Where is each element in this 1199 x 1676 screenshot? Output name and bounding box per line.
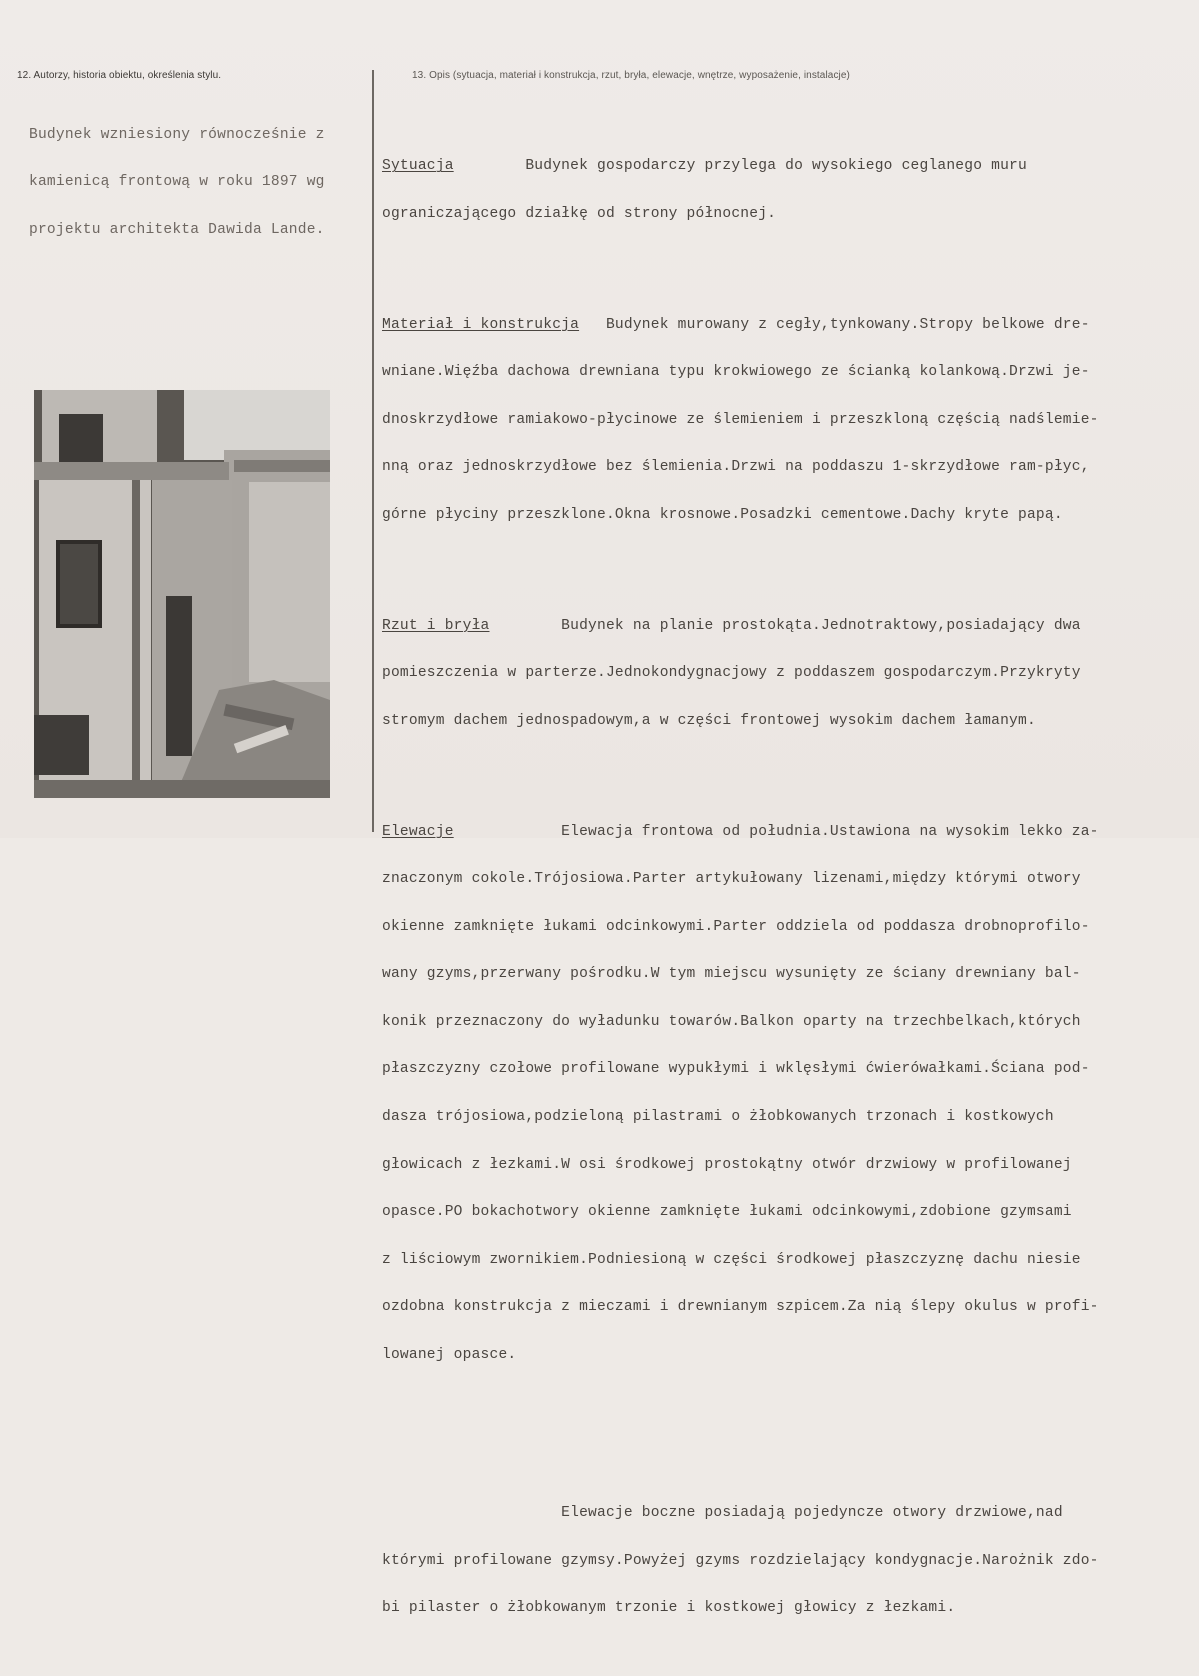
section-first-line: Elewacje boczne posiadają pojedyncze otwory drzwiowe,nad (561, 1505, 1063, 1522)
description-text (382, 96, 1099, 1676)
text-line: stromym dachem jednospadowym,a w części frontowej wysokim dachem łamanym. (382, 712, 1036, 729)
section-elewacje (382, 793, 1099, 1395)
section-first-line: Sytuacja Budynek gospodarczy przylega do wysokiego ceglanego muru (382, 158, 1027, 175)
blank-line (382, 1427, 1099, 1443)
history-line: Budynek wzniesiony równocześnie z (29, 126, 325, 143)
text-line: wany gzyms,przerwany pośrodku.W tym miejscu wysunięty ze ściany drewniany bal- (382, 966, 1081, 983)
text-line: lowanej opasce. (382, 1346, 517, 1363)
history-line: kamienicą frontową w roku 1897 wg (29, 174, 325, 191)
history-line: projektu architekta Dawida Lande. (29, 221, 325, 238)
column-divider (372, 70, 374, 832)
section-material (382, 286, 1099, 555)
text-line: bi pilaster o żłobkowanym trzonie i kostkowej głowicy z łezkami. (382, 1600, 956, 1617)
building-photo (34, 390, 330, 798)
text-line: z liściowym zwornikiem.Podniesioną w części środkowej płaszczyznę dachu niesie (382, 1251, 1081, 1268)
section-heading: Rzut i bryła (382, 617, 490, 634)
text-line: górne płyciny przeszklone.Okna krosnowe.Posadzki cementowe.Dachy kryte papą. (382, 506, 1063, 523)
text-line: dnoskrzydłowe ramiakowo-płycinowe ze ślemieniem i przeszkloną częścią nadślemie- (382, 411, 1099, 428)
section-heading: Elewacje (382, 823, 454, 840)
section-12-header: 12. Autorzy, historia obiektu, określenia stylu. (17, 70, 222, 81)
text-line: ozdobna konstrukcja z mieczami i drewnianym szpicem.Za nią ślepy okulus w profi- (382, 1299, 1099, 1316)
section-heading: Materiał i konstrukcja (382, 316, 580, 333)
section-first-line: Elewacje Elewacja frontowa od południa.Ustawiona na wysokim lekko za- (382, 823, 1099, 840)
text-line: głowicach z łezkami.W osi środkowej prostokątny otwór drzwiowy w profilowanej (382, 1156, 1072, 1173)
section-first-line: Rzut i bryła Budynek na planie prostokąta.Jednotraktowy,posiadający dwa (382, 617, 1081, 634)
text-line: konik przeznaczony do wyładunku towarów.Balkon oparty na trzechbelkach,których (382, 1013, 1081, 1030)
text-line: ograniczającego działkę od strony północnej. (382, 205, 777, 222)
section-sytuacja (382, 128, 1099, 255)
text-line: znaczonym cokole.Trójosiowa.Parter artykułowany lizenami,między którymi otwory (382, 871, 1081, 888)
section-elewacje-boczne (382, 1474, 1099, 1648)
text-line: okienne zamknięte łukami odcinkowymi.Parter oddziela od poddasza drobnoprofilo- (382, 918, 1090, 935)
text-line: wniane.Więźba dachowa drewniana typu krokwiowego ze ścianką kolankową.Drzwi je- (382, 364, 1090, 381)
text-line: pomieszczenia w parterze.Jednokondygnacjowy z poddaszem gospodarczym.Przykryty (382, 665, 1081, 682)
text-line: płaszczyzny czołowe profilowane wypukłymi i wklęsłymi ćwierówałkami.Ściana pod- (382, 1061, 1090, 1078)
section-rzut (382, 587, 1099, 761)
text-line: którymi profilowane gzymsy.Powyżej gzyms rozdzielający kondygnacje.Narożnik zdo- (382, 1552, 1099, 1569)
text-line: dasza trójosiowa,podzieloną pilastrami o żłobkowanych trzonach i kostkowych (382, 1109, 1054, 1125)
text-line: opasce.PO bokachotwory okienne zamknięte łukami odcinkowymi,zdobione gzymsami (382, 1204, 1072, 1221)
section-13-header: 13. Opis (sytuacja, materiał i konstrukcja, rzut, bryła, elewacje, wnętrze, wyposażenie, instalacje) (412, 70, 850, 81)
section-heading: Sytuacja (382, 158, 454, 175)
history-text (29, 96, 325, 270)
section-first-line: Materiał i konstrukcja Budynek murowany z cegły,tynkowany.Stropy belkowe dre- (382, 316, 1090, 333)
text-line: nną oraz jednoskrzydłowe bez ślemienia.Drzwi na poddaszu 1-skrzydłowe ram-płyc, (382, 459, 1090, 476)
